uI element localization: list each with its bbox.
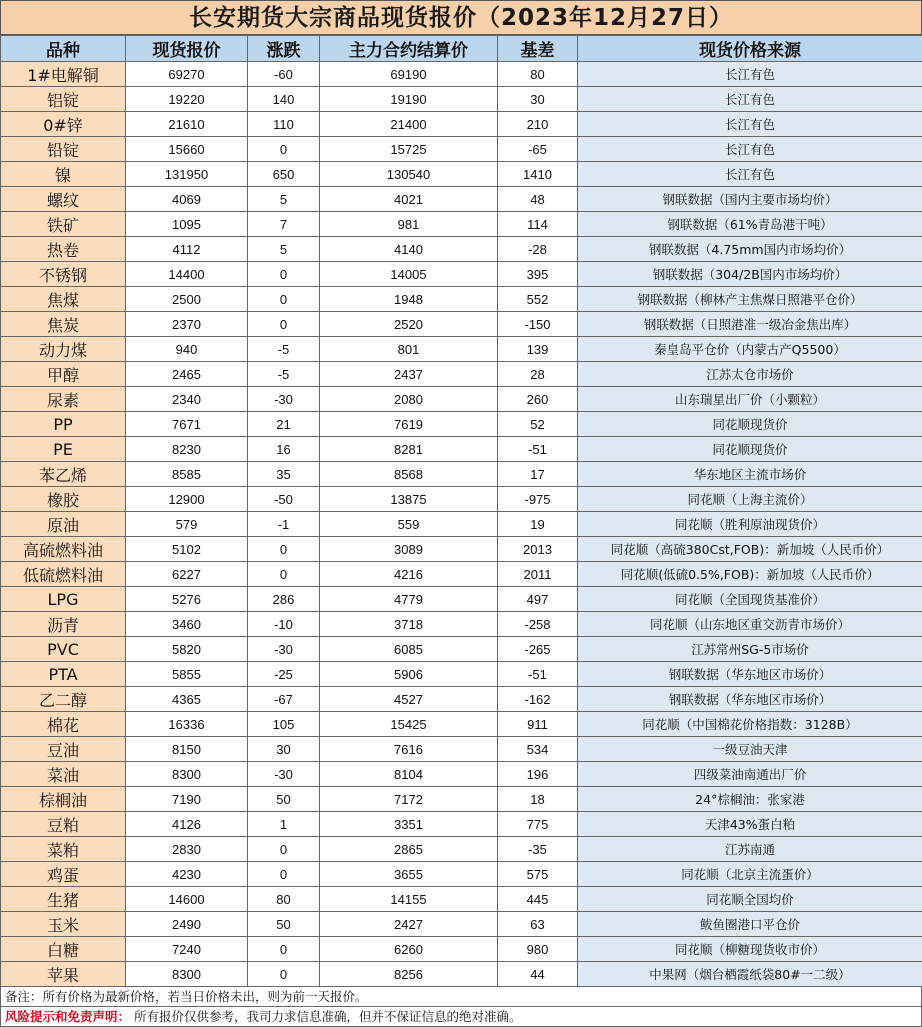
cell-source: 同花顺（山东地区重交沥青市场价） (578, 612, 922, 637)
cell-spot-price: 3460 (126, 612, 248, 637)
table-row (1, 112, 922, 137)
risk-title: 风险提示和免责声明： (5, 1009, 130, 1024)
cell-variety: 棉花 (1, 712, 126, 737)
cell-variety: 焦炭 (1, 312, 126, 337)
cell-spot-price: 8585 (126, 462, 248, 487)
cell-settlement: 2427 (320, 912, 498, 937)
cell-source: 同花顺现货价 (578, 412, 922, 437)
cell-change: -5 (248, 362, 320, 387)
cell-settlement: 8256 (320, 962, 498, 987)
cell-settlement: 8568 (320, 462, 498, 487)
cell-source: 长江有色 (578, 112, 922, 137)
table-row (1, 287, 922, 312)
cell-spot-price: 940 (126, 337, 248, 362)
cell-spot-price: 69270 (126, 62, 248, 87)
cell-basis: 19 (498, 512, 578, 537)
cell-basis: -162 (498, 687, 578, 712)
cell-basis: 114 (498, 212, 578, 237)
cell-basis: -28 (498, 237, 578, 262)
cell-change: 0 (248, 137, 320, 162)
cell-spot-price: 6227 (126, 562, 248, 587)
cell-basis: 2013 (498, 537, 578, 562)
cell-spot-price: 2465 (126, 362, 248, 387)
cell-source: 钢联数据（华东地区市场价） (578, 687, 922, 712)
cell-spot-price: 19220 (126, 87, 248, 112)
cell-variety: 焦煤 (1, 287, 126, 312)
cell-basis: -51 (498, 437, 578, 462)
table-row (1, 237, 922, 262)
cell-change: 0 (248, 312, 320, 337)
table-row (1, 212, 922, 237)
cell-spot-price: 1095 (126, 212, 248, 237)
cell-variety: 菜粕 (1, 837, 126, 862)
cell-source: 同花顺(低硫0.5%,FOB)：新加坡（人民币价） (578, 562, 922, 587)
cell-source: 同花顺全国均价 (578, 887, 922, 912)
cell-settlement: 8104 (320, 762, 498, 787)
cell-basis: 44 (498, 962, 578, 987)
cell-basis: -975 (498, 487, 578, 512)
cell-spot-price: 16336 (126, 712, 248, 737)
cell-settlement: 3718 (320, 612, 498, 637)
cell-settlement: 6085 (320, 637, 498, 662)
cell-change: -30 (248, 637, 320, 662)
cell-change: 0 (248, 962, 320, 987)
cell-spot-price: 2500 (126, 287, 248, 312)
cell-spot-price: 4069 (126, 187, 248, 212)
table-row (1, 387, 922, 412)
cell-spot-price: 8300 (126, 762, 248, 787)
cell-settlement: 2520 (320, 312, 498, 337)
cell-variety: PP (1, 412, 126, 437)
risk-disclaimer (0, 1007, 922, 1027)
cell-source: 同花顺（北京主流蛋价） (578, 862, 922, 887)
cell-source: 钢联数据（日照港准一级冶金焦出库） (578, 312, 922, 337)
cell-settlement: 2437 (320, 362, 498, 387)
cell-variety: 甲醇 (1, 362, 126, 387)
cell-source: 天津43%蛋白粕 (578, 812, 922, 837)
cell-change: 50 (248, 912, 320, 937)
cell-settlement: 7619 (320, 412, 498, 437)
cell-change: 0 (248, 287, 320, 312)
table-row (1, 962, 922, 987)
cell-source: 长江有色 (578, 87, 922, 112)
table-row (1, 712, 922, 737)
cell-spot-price: 14400 (126, 262, 248, 287)
cell-basis: 2011 (498, 562, 578, 587)
cell-source: 同花顺（上海主流价） (578, 487, 922, 512)
cell-basis: 575 (498, 862, 578, 887)
cell-change: -67 (248, 687, 320, 712)
table-row (1, 312, 922, 337)
table-header-row (1, 36, 922, 62)
cell-variety: 铅锭 (1, 137, 126, 162)
cell-spot-price: 4126 (126, 812, 248, 837)
cell-basis: 48 (498, 187, 578, 212)
cell-source: 同花顺（全国现货基准价） (578, 587, 922, 612)
cell-variety: 铁矿 (1, 212, 126, 237)
cell-spot-price: 7190 (126, 787, 248, 812)
cell-source: 江苏太仓市场价 (578, 362, 922, 387)
cell-source: 江苏南通 (578, 837, 922, 862)
cell-source: 钢联数据（柳林产主焦煤日照港平仓价） (578, 287, 922, 312)
cell-change: -30 (248, 387, 320, 412)
cell-variety: 动力煤 (1, 337, 126, 362)
cell-variety: PTA (1, 662, 126, 687)
cell-basis: -35 (498, 837, 578, 862)
cell-spot-price: 12900 (126, 487, 248, 512)
cell-settlement: 981 (320, 212, 498, 237)
cell-variety: 尿素 (1, 387, 126, 412)
cell-settlement: 4021 (320, 187, 498, 212)
table-row (1, 412, 922, 437)
cell-variety: 0#锌 (1, 112, 126, 137)
cell-source: 钢联数据（华东地区市场价） (578, 662, 922, 687)
cell-source: 钢联数据（61%青岛港干吨） (578, 212, 922, 237)
cell-source: 同花顺（柳糖现货收市价） (578, 937, 922, 962)
cell-basis: 497 (498, 587, 578, 612)
cell-basis: 18 (498, 787, 578, 812)
cell-basis: 980 (498, 937, 578, 962)
table-row (1, 462, 922, 487)
cell-source: 同花顺现货价 (578, 437, 922, 462)
cell-change: 140 (248, 87, 320, 112)
cell-change: -10 (248, 612, 320, 637)
cell-variety: 高硫燃料油 (1, 537, 126, 562)
table-row (1, 687, 922, 712)
cell-source: 山东瑞星出厂价（小颗粒） (578, 387, 922, 412)
cell-variety: PE (1, 437, 126, 462)
table-row (1, 262, 922, 287)
cell-variety: 棕榈油 (1, 787, 126, 812)
cell-change: -50 (248, 487, 320, 512)
cell-variety: 豆粕 (1, 812, 126, 837)
column-header-source: 现货价格来源 (578, 36, 922, 62)
cell-variety: 低硫燃料油 (1, 562, 126, 587)
cell-settlement: 4527 (320, 687, 498, 712)
cell-settlement: 7172 (320, 787, 498, 812)
cell-settlement: 14155 (320, 887, 498, 912)
cell-variety: 原油 (1, 512, 126, 537)
remark-text: 备注：所有价格为最新价格，若当日价格未出，则为前一天报价。 (5, 989, 368, 1004)
column-header-variety: 品种 (1, 36, 126, 62)
table-row (1, 762, 922, 787)
cell-change: 110 (248, 112, 320, 137)
cell-spot-price: 579 (126, 512, 248, 537)
cell-change: 0 (248, 862, 320, 887)
cell-settlement: 15425 (320, 712, 498, 737)
cell-variety: 1#电解铜 (1, 62, 126, 87)
cell-change: 80 (248, 887, 320, 912)
cell-basis: 552 (498, 287, 578, 312)
cell-change: 16 (248, 437, 320, 462)
table-row (1, 812, 922, 837)
cell-settlement: 4216 (320, 562, 498, 587)
cell-basis: -258 (498, 612, 578, 637)
cell-source: 长江有色 (578, 62, 922, 87)
cell-spot-price: 4112 (126, 237, 248, 262)
cell-change: 0 (248, 837, 320, 862)
cell-variety: 沥青 (1, 612, 126, 637)
cell-change: -5 (248, 337, 320, 362)
cell-settlement: 21400 (320, 112, 498, 137)
cell-variety: LPG (1, 587, 126, 612)
column-header-spot-price: 现货报价 (126, 36, 248, 62)
cell-source: 鲅鱼圈港口平仓价 (578, 912, 922, 937)
table-row (1, 887, 922, 912)
cell-variety: 苹果 (1, 962, 126, 987)
cell-basis: 260 (498, 387, 578, 412)
cell-variety: 生猪 (1, 887, 126, 912)
table-row (1, 437, 922, 462)
cell-change: 1 (248, 812, 320, 837)
cell-change: -30 (248, 762, 320, 787)
cell-spot-price: 7671 (126, 412, 248, 437)
cell-spot-price: 4365 (126, 687, 248, 712)
cell-basis: 139 (498, 337, 578, 362)
cell-change: 30 (248, 737, 320, 762)
cell-source: 四级菜油南通出厂价 (578, 762, 922, 787)
cell-settlement: 801 (320, 337, 498, 362)
cell-spot-price: 15660 (126, 137, 248, 162)
table-row (1, 737, 922, 762)
cell-variety: 菜油 (1, 762, 126, 787)
cell-spot-price: 5276 (126, 587, 248, 612)
cell-variety: 热卷 (1, 237, 126, 262)
cell-source: 钢联数据（国内主要市场均价） (578, 187, 922, 212)
cell-settlement: 5906 (320, 662, 498, 687)
table-row (1, 912, 922, 937)
cell-settlement: 4140 (320, 237, 498, 262)
table-row (1, 937, 922, 962)
cell-source: 一级豆油天津 (578, 737, 922, 762)
cell-source: 同花顺（胜利原油现货价） (578, 512, 922, 537)
cell-change: 0 (248, 937, 320, 962)
table-row (1, 362, 922, 387)
cell-variety: PVC (1, 637, 126, 662)
cell-basis: 1410 (498, 162, 578, 187)
cell-settlement: 69190 (320, 62, 498, 87)
cell-source: 华东地区主流市场价 (578, 462, 922, 487)
table-row (1, 337, 922, 362)
cell-settlement: 2865 (320, 837, 498, 862)
table-row (1, 612, 922, 637)
cell-change: 286 (248, 587, 320, 612)
cell-change: 5 (248, 237, 320, 262)
cell-settlement: 19190 (320, 87, 498, 112)
cell-change: 650 (248, 162, 320, 187)
cell-settlement: 3351 (320, 812, 498, 837)
table-row (1, 662, 922, 687)
cell-spot-price: 5855 (126, 662, 248, 687)
cell-spot-price: 4230 (126, 862, 248, 887)
cell-spot-price: 7240 (126, 937, 248, 962)
cell-spot-price: 2830 (126, 837, 248, 862)
cell-settlement: 8281 (320, 437, 498, 462)
cell-source: 钢联数据（4.75mm国内市场均价） (578, 237, 922, 262)
cell-change: 21 (248, 412, 320, 437)
cell-change: 0 (248, 562, 320, 587)
cell-source: 同花顺（中国棉花价格指数：3128B） (578, 712, 922, 737)
cell-variety: 白糖 (1, 937, 126, 962)
cell-basis: 28 (498, 362, 578, 387)
table-row (1, 487, 922, 512)
risk-text: 所有报价仅供参考，我司力求信息准确，但并不保证信息的绝对准确。 (134, 1009, 522, 1024)
cell-settlement: 15725 (320, 137, 498, 162)
cell-spot-price: 21610 (126, 112, 248, 137)
cell-change: 50 (248, 787, 320, 812)
cell-basis: 52 (498, 412, 578, 437)
cell-basis: 210 (498, 112, 578, 137)
cell-spot-price: 8150 (126, 737, 248, 762)
price-table (0, 35, 922, 987)
cell-settlement: 7616 (320, 737, 498, 762)
table-row (1, 862, 922, 887)
cell-spot-price: 14600 (126, 887, 248, 912)
sheet-title: 长安期货大宗商品现货报价（2023年12月27日） (0, 0, 922, 35)
table-row (1, 637, 922, 662)
cell-spot-price: 5102 (126, 537, 248, 562)
cell-spot-price: 2370 (126, 312, 248, 337)
cell-source: 同花顺（高硫380Cst,FOB)：新加坡（人民币价） (578, 537, 922, 562)
table-row (1, 562, 922, 587)
cell-variety: 乙二醇 (1, 687, 126, 712)
cell-basis: -51 (498, 662, 578, 687)
cell-basis: 775 (498, 812, 578, 837)
cell-settlement: 14005 (320, 262, 498, 287)
cell-basis: -65 (498, 137, 578, 162)
cell-change: -25 (248, 662, 320, 687)
cell-variety: 镍 (1, 162, 126, 187)
cell-variety: 螺纹 (1, 187, 126, 212)
table-row (1, 137, 922, 162)
cell-settlement: 4779 (320, 587, 498, 612)
cell-settlement: 130540 (320, 162, 498, 187)
cell-source: 长江有色 (578, 137, 922, 162)
cell-change: 7 (248, 212, 320, 237)
cell-settlement: 1948 (320, 287, 498, 312)
cell-basis: 445 (498, 887, 578, 912)
cell-settlement: 3089 (320, 537, 498, 562)
cell-basis: -150 (498, 312, 578, 337)
cell-variety: 玉米 (1, 912, 126, 937)
cell-settlement: 13875 (320, 487, 498, 512)
cell-source: 长江有色 (578, 162, 922, 187)
cell-spot-price: 5820 (126, 637, 248, 662)
cell-settlement: 3655 (320, 862, 498, 887)
cell-source: 江苏常州SG-5市场价 (578, 637, 922, 662)
cell-basis: 534 (498, 737, 578, 762)
cell-variety: 不锈钢 (1, 262, 126, 287)
cell-settlement: 559 (320, 512, 498, 537)
cell-spot-price: 2490 (126, 912, 248, 937)
cell-spot-price: 8230 (126, 437, 248, 462)
cell-basis: 30 (498, 87, 578, 112)
cell-change: 0 (248, 262, 320, 287)
notes (0, 987, 922, 1027)
cell-change: 105 (248, 712, 320, 737)
cell-settlement: 6260 (320, 937, 498, 962)
column-header-change: 涨跌 (248, 36, 320, 62)
cell-basis: 63 (498, 912, 578, 937)
column-header-settlement: 主力合约结算价 (320, 36, 498, 62)
cell-change: 5 (248, 187, 320, 212)
cell-change: 0 (248, 537, 320, 562)
cell-basis: 80 (498, 62, 578, 87)
cell-variety: 鸡蛋 (1, 862, 126, 887)
column-header-basis: 基差 (498, 36, 578, 62)
cell-change: -60 (248, 62, 320, 87)
table-row (1, 537, 922, 562)
cell-change: -1 (248, 512, 320, 537)
remark-note (0, 987, 922, 1007)
cell-spot-price: 131950 (126, 162, 248, 187)
cell-basis: 196 (498, 762, 578, 787)
cell-source: 秦皇岛平仓价（内蒙古产Q5500） (578, 337, 922, 362)
cell-basis: 395 (498, 262, 578, 287)
cell-source: 24°棕榈油：张家港 (578, 787, 922, 812)
cell-basis: 911 (498, 712, 578, 737)
cell-basis: 17 (498, 462, 578, 487)
table-row (1, 187, 922, 212)
cell-source: 中果网（烟台栖霞纸袋80#一二级） (578, 962, 922, 987)
cell-change: 35 (248, 462, 320, 487)
cell-basis: -265 (498, 637, 578, 662)
cell-variety: 铝锭 (1, 87, 126, 112)
cell-variety: 苯乙烯 (1, 462, 126, 487)
cell-spot-price: 8300 (126, 962, 248, 987)
cell-settlement: 2080 (320, 387, 498, 412)
cell-source: 钢联数据（304/2B国内市场均价） (578, 262, 922, 287)
cell-variety: 橡胶 (1, 487, 126, 512)
table-row (1, 587, 922, 612)
table-row (1, 512, 922, 537)
table-row (1, 837, 922, 862)
cell-variety: 豆油 (1, 737, 126, 762)
cell-spot-price: 2340 (126, 387, 248, 412)
table-row (1, 162, 922, 187)
table-row (1, 87, 922, 112)
table-row (1, 62, 922, 87)
table-row (1, 787, 922, 812)
